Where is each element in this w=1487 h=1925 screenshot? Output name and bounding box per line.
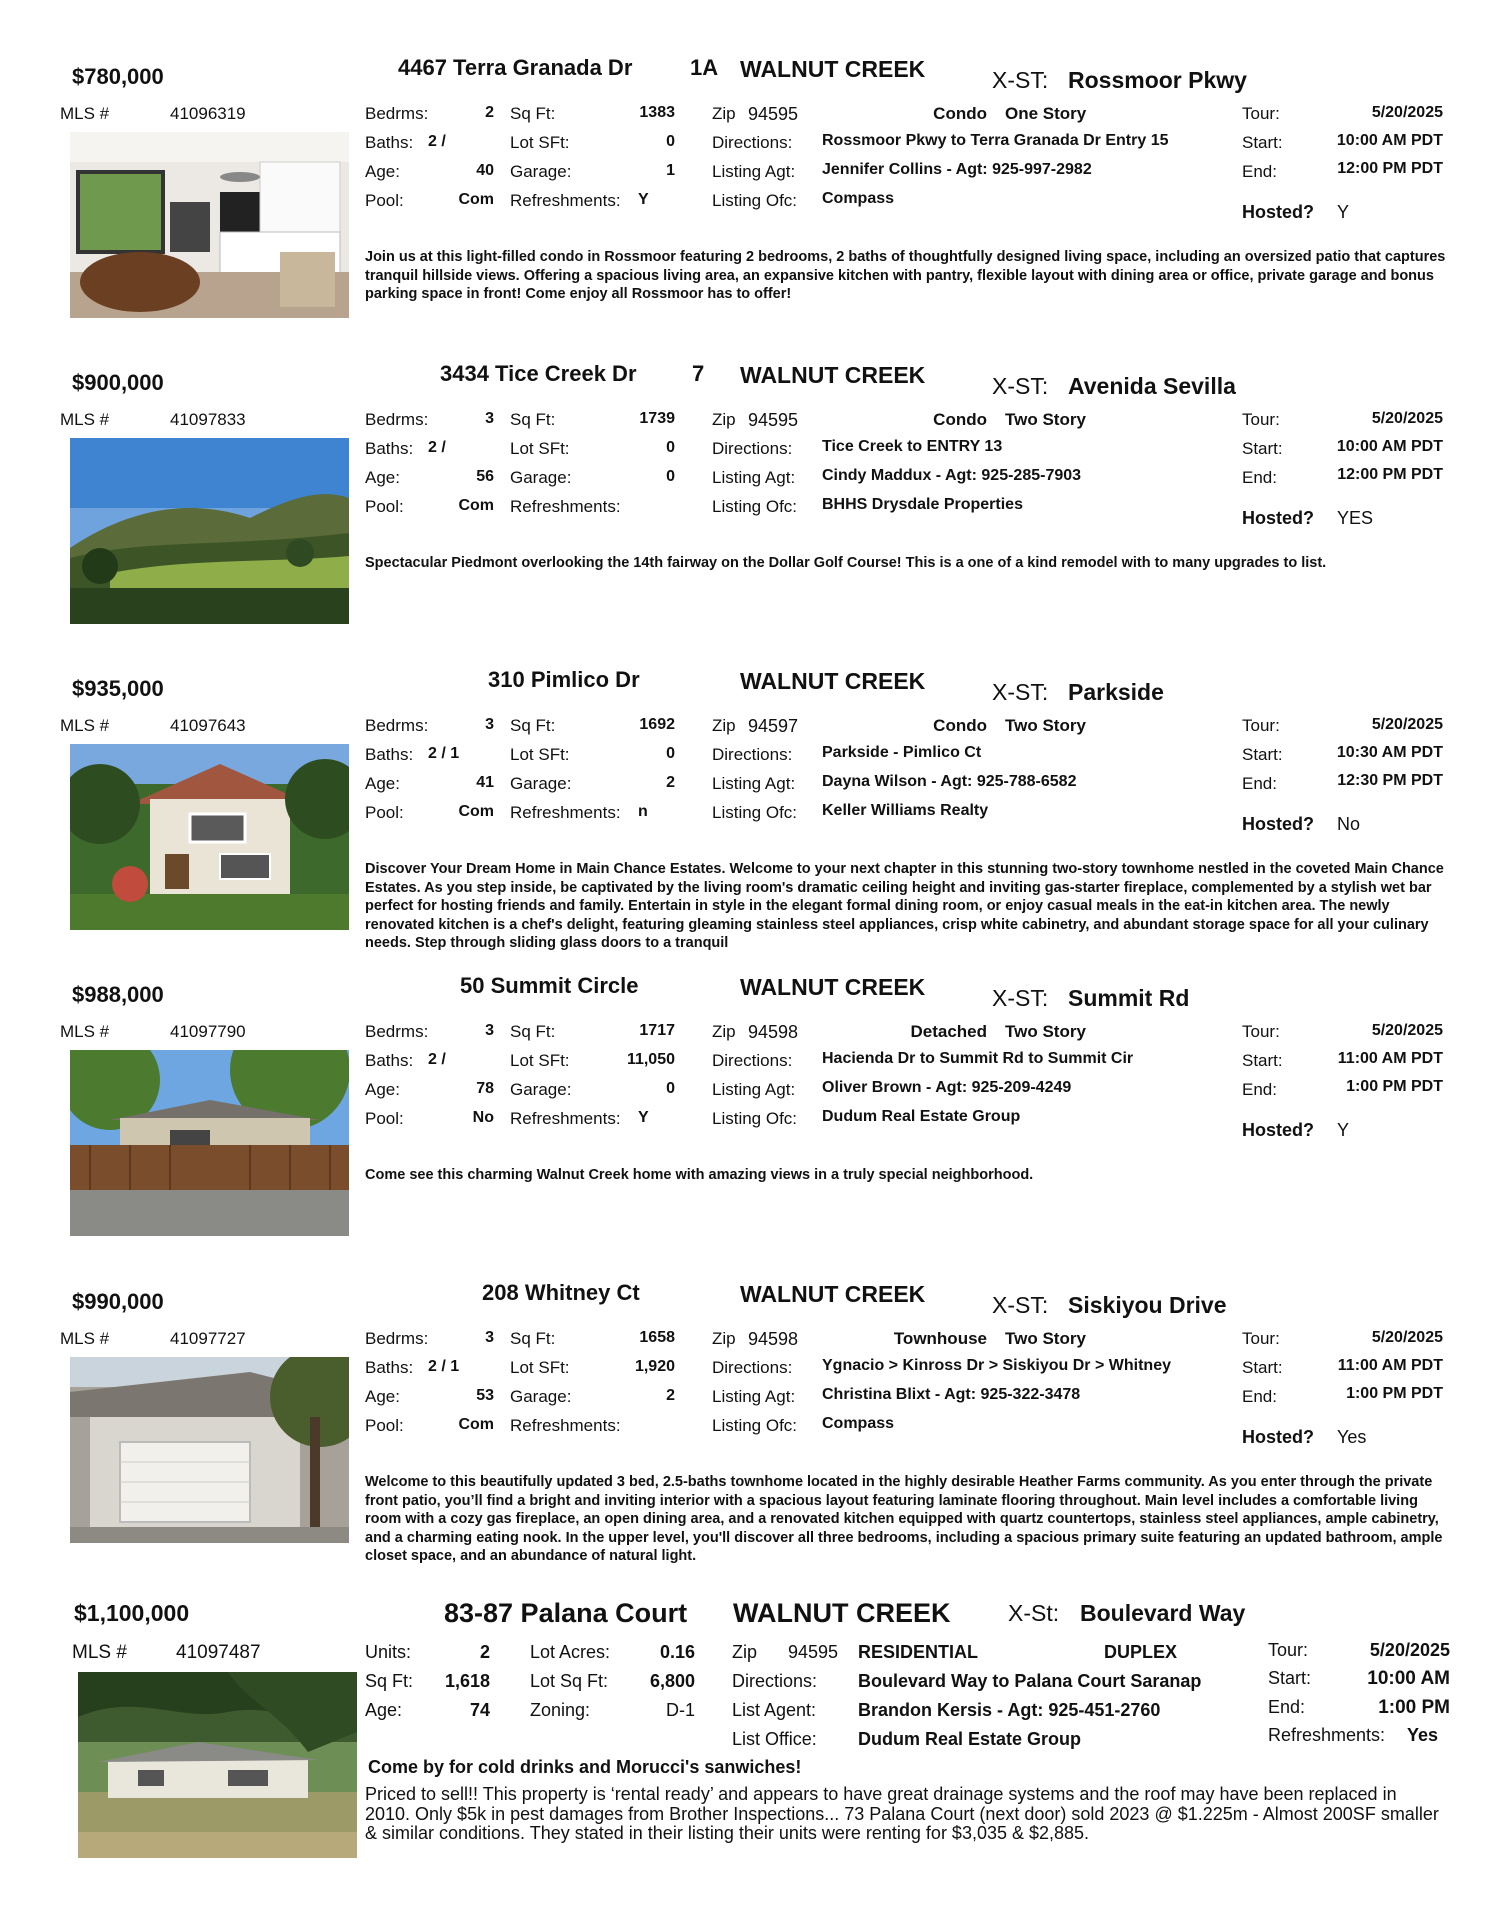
property-style: One Story <box>1005 104 1087 123</box>
property-style: Two Story <box>1005 1022 1086 1041</box>
directions-value: Boulevard Way to Palana Court Saranap <box>858 1671 1202 1691</box>
listing-address: 83-87 Palana Court <box>444 1598 688 1628</box>
start-label: Start: <box>1268 1668 1312 1688</box>
end-time: 1:00 PM PDT <box>1346 1385 1443 1402</box>
refreshments-label: Refreshments: <box>1268 1725 1386 1745</box>
directions-label: Directions: <box>732 1671 818 1691</box>
hosted-label: Hosted? <box>1242 508 1314 528</box>
end-label: End: <box>1242 468 1277 487</box>
property-type: Townhouse <box>893 1329 987 1348</box>
end-time: 1:00 PM <box>1378 1697 1450 1718</box>
cross-street: Boulevard Way <box>1080 1600 1246 1626</box>
end-time: 12:00 PM PDT <box>1337 160 1443 177</box>
listing-price: $900,000 <box>72 370 164 395</box>
listing-photo-townhome-photo <box>70 744 349 930</box>
sqft-label: Sq Ft: <box>510 1329 556 1348</box>
listing-agent-value: Christina Blixt - Agt: 925-322-3478 <box>822 1386 1081 1403</box>
listing-description: Priced to sell!! This property is ‘rental ready’ and appears to have great drainage systems and the roof may have been replaced in 2010. Only $5k in pest damages from Brother Inspections... 73 Palana Court (next door) sold 2023 @ $1.225m - Almost 200SF smaller & similar conditions. They stated in their listing their units were renting for $3,035 & $2,885. <box>365 1784 1439 1843</box>
start-label: Start: <box>1242 439 1283 458</box>
mls-label: MLS # <box>60 1329 110 1348</box>
cross-street: Rossmoor Pkwy <box>1068 67 1247 93</box>
pool-label: Pool: <box>365 1109 404 1128</box>
tour-date: 5/20/2025 <box>1371 1022 1443 1039</box>
cross-street-label: X-ST: <box>992 1292 1049 1318</box>
pool-value: Com <box>458 497 494 514</box>
age-label: Age: <box>365 468 400 487</box>
end-label: End: <box>1242 162 1277 181</box>
hosted-value: No <box>1337 814 1361 834</box>
zip-label: Zip <box>712 410 736 429</box>
tour-label: Tour: <box>1268 1640 1309 1660</box>
bedrms-label: Bedrms: <box>365 716 429 735</box>
age-label: Age: <box>365 162 400 181</box>
mls-number: 41097833 <box>170 410 246 429</box>
bedrms-label: Bedrms: <box>365 1329 429 1348</box>
baths-label: Baths: <box>365 745 414 764</box>
tour-date: 5/20/2025 <box>1371 1329 1443 1346</box>
listing-agent-label: Listing Agt: <box>712 774 796 793</box>
tour-date: 5/20/2025 <box>1369 1640 1450 1660</box>
property-type: Condo <box>933 716 987 735</box>
directions-label: Directions: <box>712 745 793 764</box>
garage-photo <box>70 1357 349 1543</box>
tour-date: 5/20/2025 <box>1371 410 1443 427</box>
lot-sft-label: Lot SFt: <box>510 439 570 458</box>
listing-office-label: Listing Ofc: <box>712 191 798 210</box>
refreshments-value: Y <box>638 191 649 208</box>
cross-street-label: X-ST: <box>992 679 1049 705</box>
directions-label: Directions: <box>712 133 793 152</box>
lot-sft-value: 0 <box>666 133 675 150</box>
listing-card <box>0 358 1487 658</box>
refreshments-value: Y <box>638 1109 649 1126</box>
garage-label: Garage: <box>510 468 572 487</box>
list-office-label: List Office: <box>732 1729 817 1749</box>
hosted-value: Y <box>1337 202 1350 222</box>
refreshments-label: Refreshments: <box>510 497 621 516</box>
tour-label: Tour: <box>1242 1022 1280 1041</box>
property-type: RESIDENTIAL <box>858 1642 979 1662</box>
end-time: 12:00 PM PDT <box>1337 466 1443 483</box>
property-type: Detached <box>910 1022 987 1041</box>
cross-street-label: X-ST: <box>992 67 1049 93</box>
age-label: Age: <box>365 1387 400 1406</box>
listing-city: WALNUT CREEK <box>740 1281 926 1307</box>
hosted-label: Hosted? <box>1242 1427 1314 1447</box>
listing-address: 3434 Tice Creek Dr <box>440 361 637 386</box>
pool-value: Com <box>458 803 494 820</box>
cross-street-label: X-St: <box>1008 1600 1060 1626</box>
garage-label: Garage: <box>510 774 572 793</box>
listing-agent-value: Oliver Brown - Agt: 925-209-4249 <box>822 1079 1072 1096</box>
garage-value: 0 <box>666 1080 675 1097</box>
garage-label: Garage: <box>510 1080 572 1099</box>
baths-value: 2 / 1 <box>428 1358 460 1375</box>
listing-city: WALNUT CREEK <box>740 56 926 82</box>
listing-address: 208 Whitney Ct <box>482 1280 640 1305</box>
pool-value: Com <box>458 1416 494 1433</box>
bedrms-value: 2 <box>485 104 494 121</box>
listing-photo-golf-view-photo <box>70 438 349 624</box>
interior-photo <box>70 132 349 318</box>
tour-label: Tour: <box>1242 716 1280 735</box>
pool-label: Pool: <box>365 803 404 822</box>
listing-photo-interior-photo <box>70 132 349 318</box>
sqft-label: Sq Ft: <box>365 1671 414 1691</box>
refreshments-value: Yes <box>1407 1725 1439 1745</box>
sqft-value: 1658 <box>639 1329 675 1346</box>
baths-label: Baths: <box>365 1358 414 1377</box>
pool-label: Pool: <box>365 1416 404 1435</box>
garage-value: 2 <box>666 774 675 791</box>
age-value: 78 <box>476 1080 494 1097</box>
listing-agent-label: Listing Agt: <box>712 162 796 181</box>
directions-label: Directions: <box>712 439 793 458</box>
listing-address: 4467 Terra Granada Dr <box>398 55 633 80</box>
sqft-value: 1383 <box>639 104 675 121</box>
listing-office-value: BHHS Drysdale Properties <box>822 496 1023 513</box>
baths-label: Baths: <box>365 133 414 152</box>
age-label: Age: <box>365 1080 400 1099</box>
listing-agent-value: Dayna Wilson - Agt: 925-788-6582 <box>822 773 1077 790</box>
zip-value: 94598 <box>748 1022 799 1042</box>
mls-number: 41097790 <box>170 1022 246 1041</box>
age-label: Age: <box>365 1700 403 1720</box>
property-style: Two Story <box>1005 1329 1086 1348</box>
start-label: Start: <box>1242 745 1283 764</box>
end-label: End: <box>1242 1387 1277 1406</box>
listing-card <box>0 970 1487 1270</box>
zip-label: Zip <box>712 716 736 735</box>
sqft-label: Sq Ft: <box>510 410 556 429</box>
start-label: Start: <box>1242 1051 1283 1070</box>
refreshments-label: Refreshments: <box>510 1109 621 1128</box>
sqft-label: Sq Ft: <box>510 104 556 123</box>
listing-price: $1,100,000 <box>74 1600 190 1626</box>
listing-office-value: Compass <box>822 190 895 207</box>
cross-street-label: X-ST: <box>992 373 1049 399</box>
age-label: Age: <box>365 774 400 793</box>
property-style: Two Story <box>1005 410 1086 429</box>
lot-acres-value: 0.16 <box>659 1642 695 1662</box>
mls-label: MLS # <box>60 410 110 429</box>
lot-sft-value: 1,920 <box>634 1358 675 1375</box>
listing-office-label: Listing Ofc: <box>712 497 798 516</box>
start-time: 11:00 AM PDT <box>1337 1357 1443 1374</box>
property-subtype: DUPLEX <box>1104 1642 1178 1662</box>
end-time: 12:30 PM PDT <box>1337 772 1443 789</box>
bedrms-value: 3 <box>485 410 494 427</box>
zip-label: Zip <box>712 1022 736 1041</box>
listing-description: Spectacular Piedmont overlooking the 14th fairway on the Dollar Golf Course! This is a one of a kind remodel with to many upgrades to list. <box>365 555 1327 571</box>
hosted-value: Yes <box>1337 1427 1367 1447</box>
start-label: Start: <box>1242 1358 1283 1377</box>
sqft-label: Sq Ft: <box>510 716 556 735</box>
listing-photo-ranch-house <box>78 1672 357 1858</box>
sqft-value: 1739 <box>639 410 675 427</box>
tour-date: 5/20/2025 <box>1371 104 1443 121</box>
bedrms-label: Bedrms: <box>365 1022 429 1041</box>
listing-unit: 1A <box>690 55 719 80</box>
bedrms-label: Bedrms: <box>365 104 429 123</box>
tour-label: Tour: <box>1242 410 1280 429</box>
zip-value: 94595 <box>748 104 799 124</box>
listing-office-label: Listing Ofc: <box>712 1416 798 1435</box>
mls-label: MLS # <box>72 1642 127 1663</box>
property-type: Condo <box>933 410 987 429</box>
mls-number: 41097727 <box>170 1329 246 1348</box>
directions-label: Directions: <box>712 1051 793 1070</box>
zip-value: 94597 <box>748 716 799 736</box>
end-label: End: <box>1242 774 1277 793</box>
lot-sqft-value: 6,800 <box>649 1671 695 1691</box>
zoning-value: D-1 <box>665 1700 695 1720</box>
pool-label: Pool: <box>365 497 404 516</box>
mls-number: 41097487 <box>176 1642 261 1663</box>
listing-card <box>0 1277 1487 1577</box>
list-agent-value: Brandon Kersis - Agt: 925-451-2760 <box>858 1700 1161 1720</box>
list-office-value: Dudum Real Estate Group <box>858 1729 1082 1749</box>
directions-value: Tice Creek to ENTRY 13 <box>822 438 1003 455</box>
start-time: 10:00 AM <box>1367 1668 1450 1689</box>
units-value: 2 <box>479 1642 490 1662</box>
age-value: 41 <box>476 774 494 791</box>
cross-street: Parkside <box>1068 679 1164 705</box>
listing-price: $988,000 <box>72 982 164 1007</box>
start-time: 11:00 AM PDT <box>1337 1050 1443 1067</box>
lot-sft-label: Lot SFt: <box>510 133 570 152</box>
start-time: 10:00 AM PDT <box>1336 438 1443 455</box>
refreshments-label: Refreshments: <box>510 191 621 210</box>
listing-card-duplex <box>0 1590 1487 1925</box>
listing-description: Discover Your Dream Home in Main Chance Estates. Welcome to your next chapter in this stunning two-story townhome nestled in the coveted Main Chance Estates. As you step inside, be captivated by the living room's dramatic ceiling height and inviting gas-starter fireplace, complemented by a stylish wet bar perfect for hosting friends and family. Entertain in style in the elegant formal dining room, or enjoy casual meals in the eat-in kitchen area. The newly renovated kitchen is a chef's delight, featuring gleaming stainless steel appliances, crisp white cabinetry, and abundant storage space for all your culinary needs. Step through sliding glass doors to a tranquil <box>365 861 1444 951</box>
mls-label: MLS # <box>60 716 110 735</box>
bedrms-value: 3 <box>485 716 494 733</box>
listing-city: WALNUT CREEK <box>740 974 926 1000</box>
listing-office-label: Listing Ofc: <box>712 1109 798 1128</box>
listing-agent-label: Listing Agt: <box>712 1387 796 1406</box>
mls-number: 41096319 <box>170 104 246 123</box>
lot-sqft-label: Lot Sq Ft: <box>530 1671 609 1691</box>
listing-agent-label: Listing Agt: <box>712 468 796 487</box>
zip-value: 94595 <box>748 410 799 430</box>
lot-sft-value: 11,050 <box>626 1051 675 1068</box>
list-agent-label: List Agent: <box>732 1700 817 1720</box>
lot-sft-label: Lot SFt: <box>510 745 570 764</box>
golf-view-photo <box>70 438 349 624</box>
townhome-photo <box>70 744 349 930</box>
listing-address: 50 Summit Circle <box>460 973 639 998</box>
listing-price: $935,000 <box>72 676 164 701</box>
directions-label: Directions: <box>712 1358 793 1377</box>
start-time: 10:30 AM PDT <box>1336 744 1443 761</box>
listing-photo-house-fence-photo <box>70 1050 349 1236</box>
end-label: End: <box>1242 1080 1277 1099</box>
listing-office-value: Keller Williams Realty <box>822 802 989 819</box>
sqft-value: 1692 <box>639 716 675 733</box>
baths-value: 2 / <box>428 1051 446 1068</box>
garage-value: 2 <box>666 1387 675 1404</box>
listing-card <box>0 52 1487 352</box>
property-type: Condo <box>933 104 987 123</box>
bedrms-value: 3 <box>485 1022 494 1039</box>
listing-description: Come see this charming Walnut Creek home with amazing views in a truly special neighborhood. <box>365 1167 1034 1183</box>
listing-agent-label: Listing Agt: <box>712 1080 796 1099</box>
zip-label: Zip <box>712 104 736 123</box>
tour-label: Tour: <box>1242 1329 1280 1348</box>
listing-agent-value: Jennifer Collins - Agt: 925-997-2982 <box>822 161 1092 178</box>
end-label: End: <box>1268 1697 1306 1717</box>
baths-value: 2 / 1 <box>428 745 460 762</box>
listing-headline: Come by for cold drinks and Morucci's sanwiches! <box>368 1757 802 1777</box>
listing-card <box>0 664 1487 964</box>
listing-description: Welcome to this beautifully updated 3 bed, 2.5-baths townhome located in the highly desirable Heather Farms community. As you enter through the private front patio, you’ll find a bright and inviting interior with a spacious layout featuring laminate flooring throughout. Main level includes a comfortable living room with a cozy gas fireplace, an open dining area, and a renovated kitchen equipped with quartz countertops, stainless steel appliances, ample cabinetry, and a charming eating nook. In the upper level, you'll discover all three bedrooms, including a spacious primary suite featuring an updated bathroom, ample closet space, and an abundance of natural light. <box>365 1474 1443 1564</box>
sqft-value: 1,618 <box>444 1671 490 1691</box>
garage-label: Garage: <box>510 1387 572 1406</box>
age-value: 74 <box>469 1700 490 1720</box>
listing-city: WALNUT CREEK <box>740 668 926 694</box>
lot-sft-value: 0 <box>666 745 675 762</box>
baths-value: 2 / <box>428 133 446 150</box>
zip-value: 94598 <box>748 1329 799 1349</box>
zip-value: 94595 <box>788 1642 839 1662</box>
mls-label: MLS # <box>60 1022 110 1041</box>
garage-label: Garage: <box>510 162 572 181</box>
listing-city: WALNUT CREEK <box>733 1598 951 1628</box>
directions-value: Ygnacio > Kinross Dr > Siskiyou Dr > Whitney <box>822 1357 1171 1374</box>
garage-value: 0 <box>666 468 675 485</box>
refreshments-value: n <box>638 803 648 820</box>
cross-street: Siskiyou Drive <box>1068 1292 1227 1318</box>
baths-value: 2 / <box>428 439 446 456</box>
tour-date: 5/20/2025 <box>1371 716 1443 733</box>
zoning-label: Zoning: <box>530 1700 591 1720</box>
mls-number: 41097643 <box>170 716 246 735</box>
hosted-label: Hosted? <box>1242 202 1314 222</box>
bedrms-value: 3 <box>485 1329 494 1346</box>
pool-value: No <box>472 1109 494 1126</box>
tour-label: Tour: <box>1242 104 1280 123</box>
garage-value: 1 <box>666 162 675 179</box>
cross-street: Summit Rd <box>1068 985 1190 1011</box>
lot-sft-label: Lot SFt: <box>510 1051 570 1070</box>
listing-unit: 7 <box>692 361 705 386</box>
refreshments-label: Refreshments: <box>510 803 621 822</box>
listing-price: $780,000 <box>72 64 164 89</box>
bedrms-label: Bedrms: <box>365 410 429 429</box>
zip-label: Zip <box>712 1329 736 1348</box>
directions-value: Parkside - Pimlico Ct <box>822 744 982 761</box>
refreshments-label: Refreshments: <box>510 1416 621 1435</box>
sqft-label: Sq Ft: <box>510 1022 556 1041</box>
directions-value: Hacienda Dr to Summit Rd to Summit Cir <box>822 1050 1134 1067</box>
start-label: Start: <box>1242 133 1283 152</box>
listing-office-value: Compass <box>822 1415 895 1432</box>
listing-description: Join us at this light-filled condo in Rossmoor featuring 2 bedrooms, 2 baths of thoughtfully designed living space, including an oversized patio that captures tranquil hillside views. Offering a spacious living area, an expansive kitchen with pantry, flexible layout with dining area or office, private garage and bonus parking space in front! Come enjoy all Rossmoor has to offer! <box>365 249 1446 302</box>
sqft-value: 1717 <box>639 1022 675 1039</box>
lot-sft-value: 0 <box>666 439 675 456</box>
listing-office-value: Dudum Real Estate Group <box>822 1108 1021 1125</box>
age-value: 40 <box>476 162 494 179</box>
age-value: 53 <box>476 1387 494 1404</box>
hosted-label: Hosted? <box>1242 1120 1314 1140</box>
units-label: Units: <box>365 1642 412 1662</box>
zip-label: Zip <box>732 1642 758 1662</box>
hosted-label: Hosted? <box>1242 814 1314 834</box>
listing-city: WALNUT CREEK <box>740 362 926 388</box>
start-time: 10:00 AM PDT <box>1336 132 1443 149</box>
listing-agent-value: Cindy Maddux - Agt: 925-285-7903 <box>822 467 1082 484</box>
mls-label: MLS # <box>60 104 110 123</box>
directions-value: Rossmoor Pkwy to Terra Granada Dr Entry 15 <box>822 132 1169 149</box>
lot-acres-label: Lot Acres: <box>530 1642 611 1662</box>
cross-street-label: X-ST: <box>992 985 1049 1011</box>
age-value: 56 <box>476 468 494 485</box>
listing-address: 310 Pimlico Dr <box>488 667 640 692</box>
listing-photo-garage-photo <box>70 1357 349 1543</box>
lot-sft-label: Lot SFt: <box>510 1358 570 1377</box>
pool-value: Com <box>458 191 494 208</box>
cross-street: Avenida Sevilla <box>1068 373 1236 399</box>
listing-price: $990,000 <box>72 1289 164 1314</box>
baths-label: Baths: <box>365 439 414 458</box>
listing-office-label: Listing Ofc: <box>712 803 798 822</box>
end-time: 1:00 PM PDT <box>1346 1078 1443 1095</box>
hosted-value: Y <box>1337 1120 1350 1140</box>
pool-label: Pool: <box>365 191 404 210</box>
baths-label: Baths: <box>365 1051 414 1070</box>
house-fence-photo <box>70 1050 349 1236</box>
hosted-value: YES <box>1337 508 1374 528</box>
property-style: Two Story <box>1005 716 1086 735</box>
